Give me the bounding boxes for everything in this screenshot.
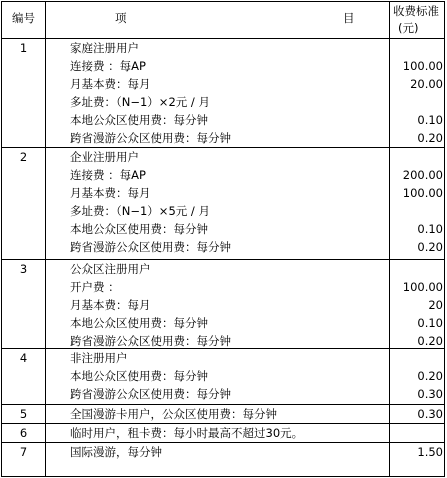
fee-value: 0.30 [417, 387, 443, 401]
group-number: 4 [19, 351, 28, 365]
fee-value: 0.10 [417, 316, 443, 330]
item-text: 临时用户，租卡费：每小时最高不超过30元。 [70, 426, 304, 440]
fee-value: 100.00 [402, 280, 443, 294]
item-text: 本地公众区使用费：每分钟 [70, 113, 208, 127]
fee-value: 0.20 [417, 334, 443, 348]
item-text: 连接费 ：每AP [70, 59, 146, 73]
row-divider [2, 259, 444, 260]
item-text: 跨省漫游公众区使用费：每分钟 [70, 387, 231, 401]
group-number: 5 [19, 407, 28, 421]
item-text: 连接费 ：每AP [70, 168, 146, 182]
fee-value: 1.50 [417, 445, 443, 459]
fee-value: 0.10 [417, 222, 443, 236]
item-text: 月基本费：每月 [70, 298, 151, 312]
group-number: 3 [19, 262, 28, 276]
fee-value: 200.00 [402, 168, 443, 182]
header-item-left: 项 [115, 11, 127, 25]
fee-value: 0.30 [417, 407, 443, 421]
row-divider [2, 38, 444, 39]
group-number: 6 [19, 426, 28, 440]
item-text: 跨省漫游公众区使用费：每分钟 [70, 240, 231, 254]
item-text: 家庭注册用户 [70, 41, 139, 55]
header-fee-line2: (元) [398, 21, 419, 35]
group-number: 1 [19, 41, 28, 55]
item-text: 国际漫游，每分钟 [70, 445, 162, 459]
item-text: 跨省漫游公众区使用费：每分钟 [70, 131, 231, 145]
row-divider [2, 442, 444, 443]
fee-value: 0.20 [417, 369, 443, 383]
item-text: 本地公众区使用费：每分钟 [70, 222, 208, 236]
item-text: 开户费 ： [70, 280, 120, 294]
group-number: 2 [19, 150, 28, 164]
item-text: 企业注册用户 [70, 150, 139, 164]
item-text: 月基本费：每月 [70, 186, 151, 200]
item-text: 跨省漫游公众区使用费：每分钟 [70, 334, 231, 348]
row-divider [2, 147, 444, 148]
item-text: 月基本费：每月 [70, 77, 151, 91]
fee-table [1, 1, 445, 477]
header-no: 编号 [12, 11, 35, 25]
fee-value: 100.00 [402, 59, 443, 73]
fee-value: 0.20 [417, 240, 443, 254]
item-text: 多址费：（N−1）×5元 / 月 [70, 204, 210, 218]
fee-value: 20.00 [410, 77, 443, 91]
fee-value: 100.00 [402, 186, 443, 200]
item-text: 本地公众区使用费：每分钟 [70, 316, 208, 330]
fee-value: 0.10 [417, 113, 443, 127]
item-text: 本地公众区使用费：每分钟 [70, 369, 208, 383]
fee-value: 0.20 [417, 131, 443, 145]
item-text: 非注册用户 [70, 351, 128, 365]
group-number: 7 [19, 445, 28, 459]
header-fee-line1: 收费标准 [393, 4, 439, 18]
header-item-right: 目 [343, 11, 355, 25]
item-text: 公众区注册用户 [70, 262, 151, 276]
item-text: 多址费：（N−1）×2元 / 月 [70, 95, 210, 109]
fee-value: 20 [428, 298, 443, 312]
item-text: 全国漫游卡用户，公众区使用费：每分钟 [70, 407, 277, 421]
